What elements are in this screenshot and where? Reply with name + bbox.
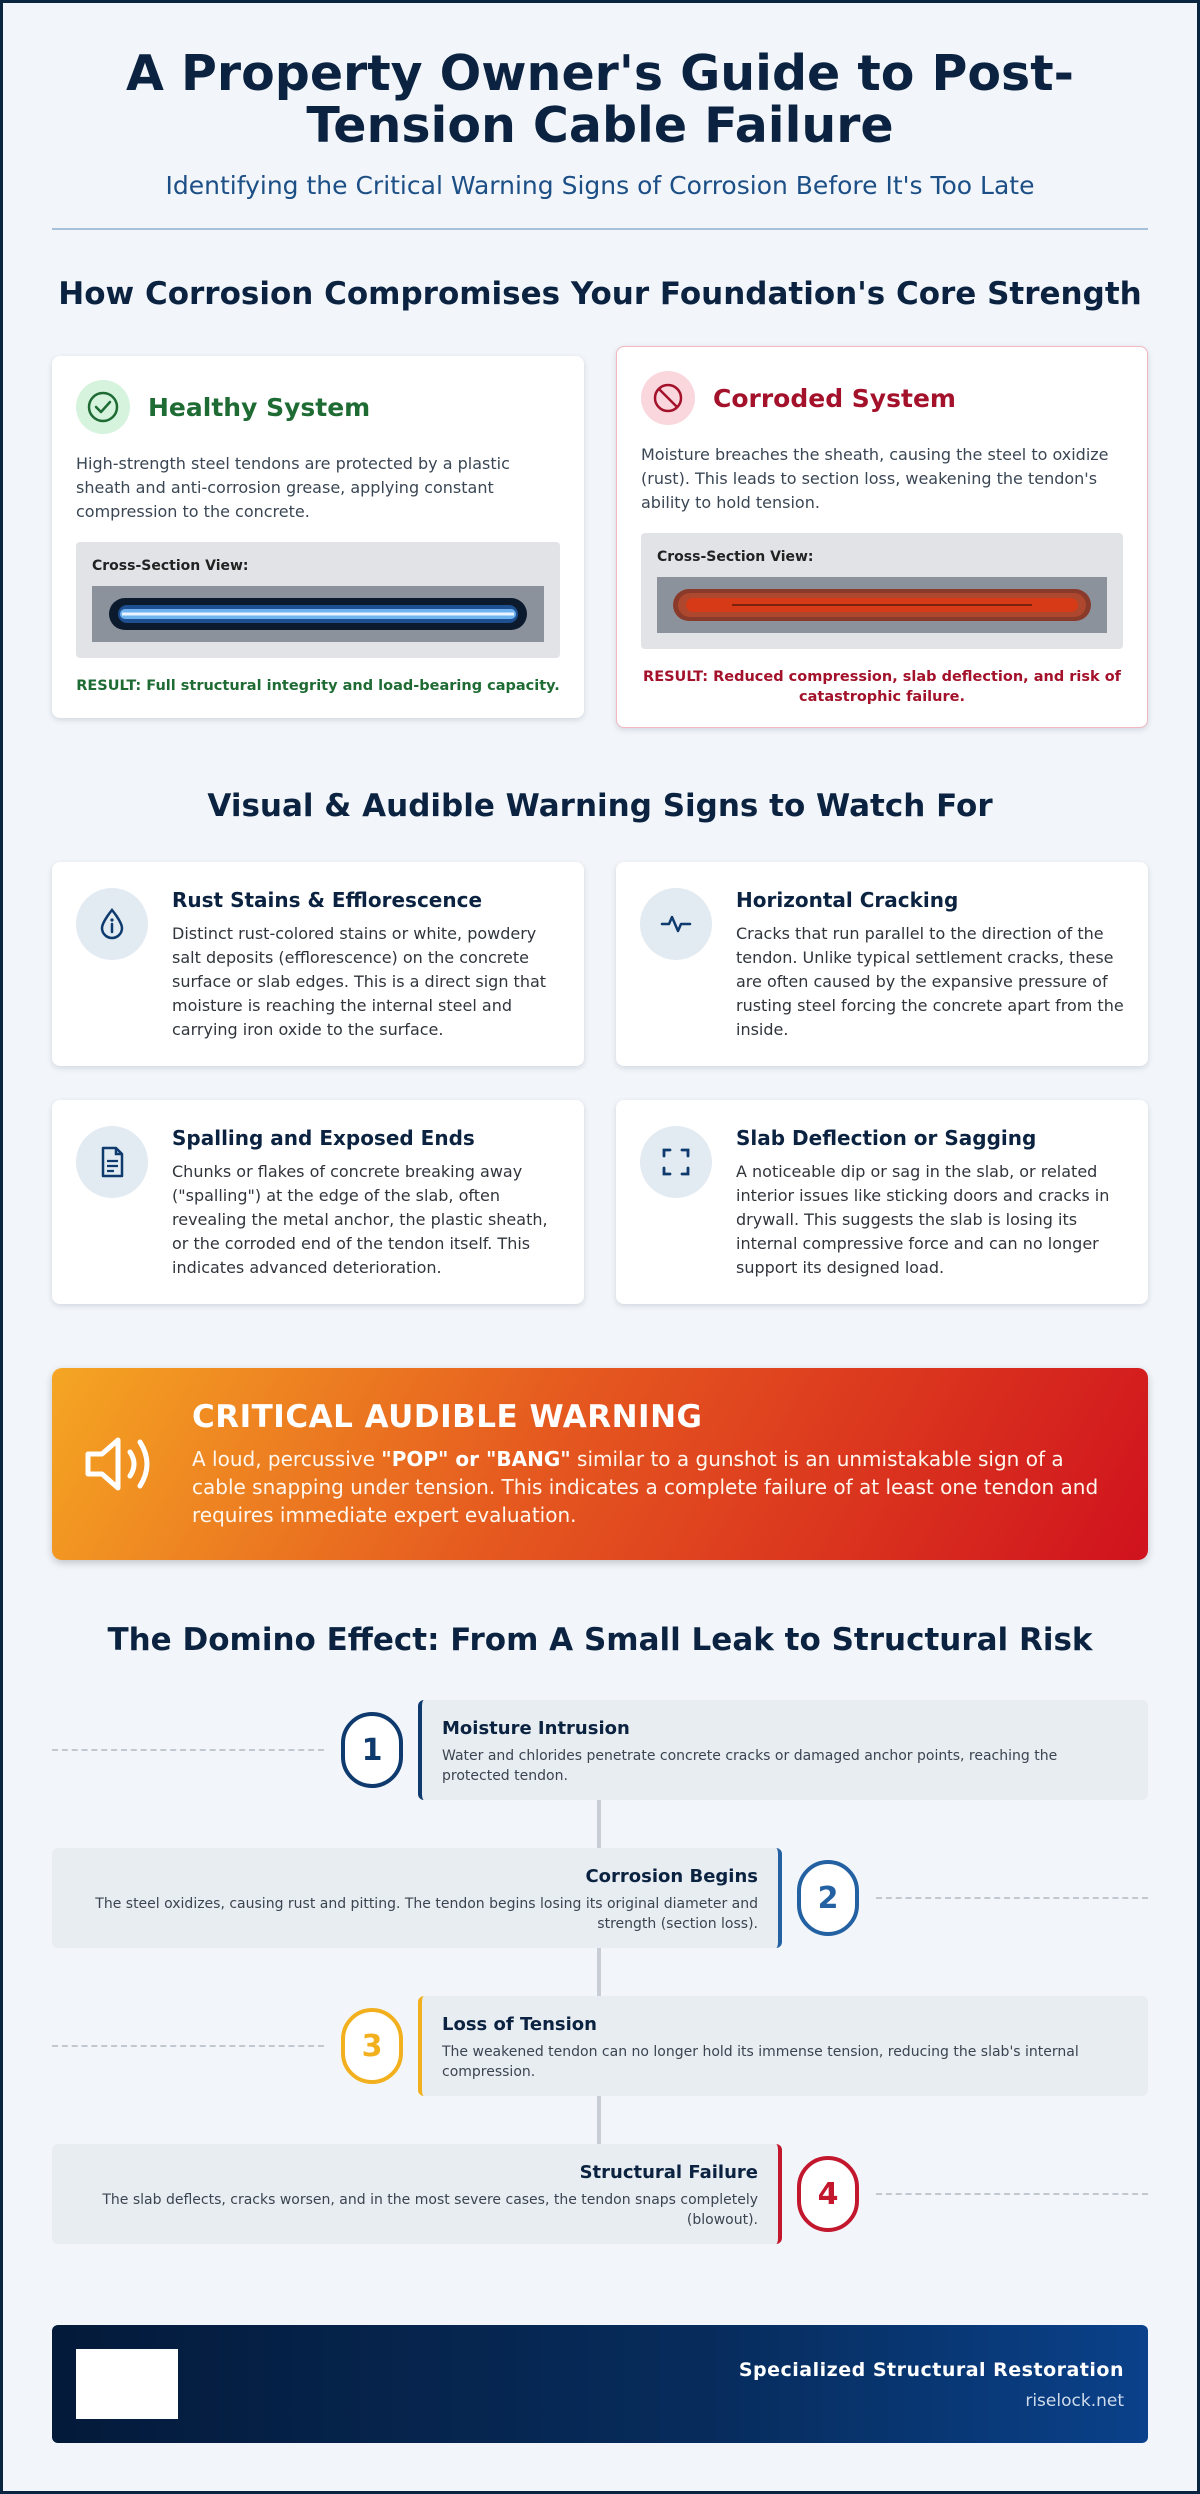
warning-sign-desc: Distinct rust-colored stains or white, powdery salt deposits (efflorescence) on the concrete surface or slab edges. This is a direct sign that moisture is reaching the internal steel and carrying iron oxide to the surface. [172, 924, 547, 1039]
step-number: 3 [341, 2008, 403, 2084]
warning-sign-card [616, 1100, 1148, 1304]
page-header [52, 45, 1148, 200]
corroded-system-card [616, 346, 1148, 728]
compare-section-title: How Corrosion Compromises Your Foundation's Core Strength [58, 276, 1142, 312]
step-title: Structural Failure [579, 2162, 758, 2183]
healthy-result: RESULT: Full structural integrity and load-bearing capacity. [76, 678, 560, 694]
logo-placeholder [76, 2349, 178, 2419]
step-title: Loss of Tension [442, 2014, 597, 2035]
warning-sign-card [52, 1100, 584, 1304]
corroded-result: RESULT: Reduced compression, slab deflection, and risk of catastrophic failure. [643, 669, 1121, 705]
corroded-cross-section [641, 533, 1123, 649]
healthy-system-card [52, 356, 584, 718]
speaker-icon [52, 1432, 192, 1496]
domino-section-title: The Domino Effect: From A Small Leak to Structural Risk [107, 1622, 1093, 1658]
healthy-system-title: Healthy System [148, 392, 371, 422]
healthy-system-desc: High-strength steel tendons are protected by a plastic sheath and anti-corrosion grease, applying constant compression to the concrete. [76, 454, 510, 521]
footer [52, 2325, 1148, 2443]
warning-sign-title: Horizontal Cracking [736, 888, 959, 912]
warning-sign-desc: A noticeable dip or sag in the slab, or related interior issues like sticking doors and cracks in drywall. This suggests the slab is losing its internal compressive force and can no longer support its designed load. [736, 1162, 1110, 1277]
warning-sign-desc: Chunks or flakes of concrete breaking away ("spalling") at the edge of the slab, often revealing the metal anchor, the plastic sheath, or the corroded end of the tendon itself. This indicates advanced deterioration. [172, 1162, 548, 1277]
step-title: Corrosion Begins [585, 1866, 758, 1887]
page-title: A Property Owner's Guide to Post-Tension Cable Failure [126, 45, 1074, 155]
audible-warning-banner [52, 1368, 1148, 1560]
droplet-icon [76, 888, 148, 960]
step-desc: The slab deflects, cracks worsen, and in the most severe cases, the tendon snaps completely (blowout). [102, 2192, 758, 2228]
check-circle-icon [76, 380, 130, 434]
warning-sign-desc: Cracks that run parallel to the direction of the tendon. Unlike typical settlement cracks, these are often caused by the expansive pressure of rusting steel forcing the concrete apart from the inside. [736, 924, 1124, 1039]
alert-text: A loud, percussive "POP" or "BANG" similar to a gunshot is an unmistakable sign of a cable snapping under tension. This indicates a complete failure of at least one tendon and requires immediate expert evaluation. [192, 1447, 1099, 1527]
timeline-step [52, 1996, 1148, 2096]
warning-sign-card [52, 862, 584, 1066]
step-desc: The steel oxidizes, causing rust and pitting. The tendon begins losing its original diameter and strength (section loss). [95, 1896, 758, 1932]
company-name: Specialized Structural Restoration [738, 2359, 1124, 2381]
prohibited-icon [641, 371, 695, 425]
corroded-system-title: Corroded System [713, 383, 956, 413]
corroded-system-desc: Moisture breaches the sheath, causing the steel to oxidize (rust). This leads to section loss, weakening the tendon's ability to hold tension. [641, 445, 1109, 512]
warning-sign-title: Rust Stains & Efflorescence [172, 888, 483, 912]
step-desc: Water and chlorides penetrate concrete cracks or damaged anchor points, reaching the protected tendon. [442, 1748, 1058, 1784]
healthy-cross-section [76, 542, 560, 658]
step-title: Moisture Intrusion [442, 1718, 630, 1739]
step-number: 1 [341, 1712, 403, 1788]
page-subtitle: Identifying the Critical Warning Signs of Corrosion Before It's Too Late [165, 170, 1035, 200]
timeline-step [52, 2144, 1148, 2244]
pulse-icon [640, 888, 712, 960]
company-url[interactable]: riselock.net [1025, 2391, 1124, 2411]
alert-emphasis: "POP" or "BANG" [381, 1447, 571, 1471]
step-desc: The weakened tendon can no longer hold its immense tension, reducing the slab's internal compression. [442, 2044, 1079, 2080]
warning-sign-title: Slab Deflection or Sagging [736, 1126, 1037, 1150]
header-divider [52, 228, 1148, 230]
corroded-tendon-graphic [672, 588, 1092, 622]
document-icon [76, 1126, 148, 1198]
timeline-step [52, 1700, 1148, 1800]
frame-corners-icon [640, 1126, 712, 1198]
step-number: 4 [797, 2156, 859, 2232]
alert-title: CRITICAL AUDIBLE WARNING [192, 1399, 703, 1435]
cross-section-label: Cross-Section View: [657, 549, 814, 565]
healthy-tendon-graphic [108, 597, 528, 631]
warning-sign-card [616, 862, 1148, 1066]
signs-section-title: Visual & Audible Warning Signs to Watch For [207, 788, 993, 824]
step-number: 2 [797, 1860, 859, 1936]
timeline-step [52, 1848, 1148, 1948]
cross-section-label: Cross-Section View: [92, 558, 249, 574]
warning-sign-title: Spalling and Exposed Ends [172, 1126, 475, 1150]
